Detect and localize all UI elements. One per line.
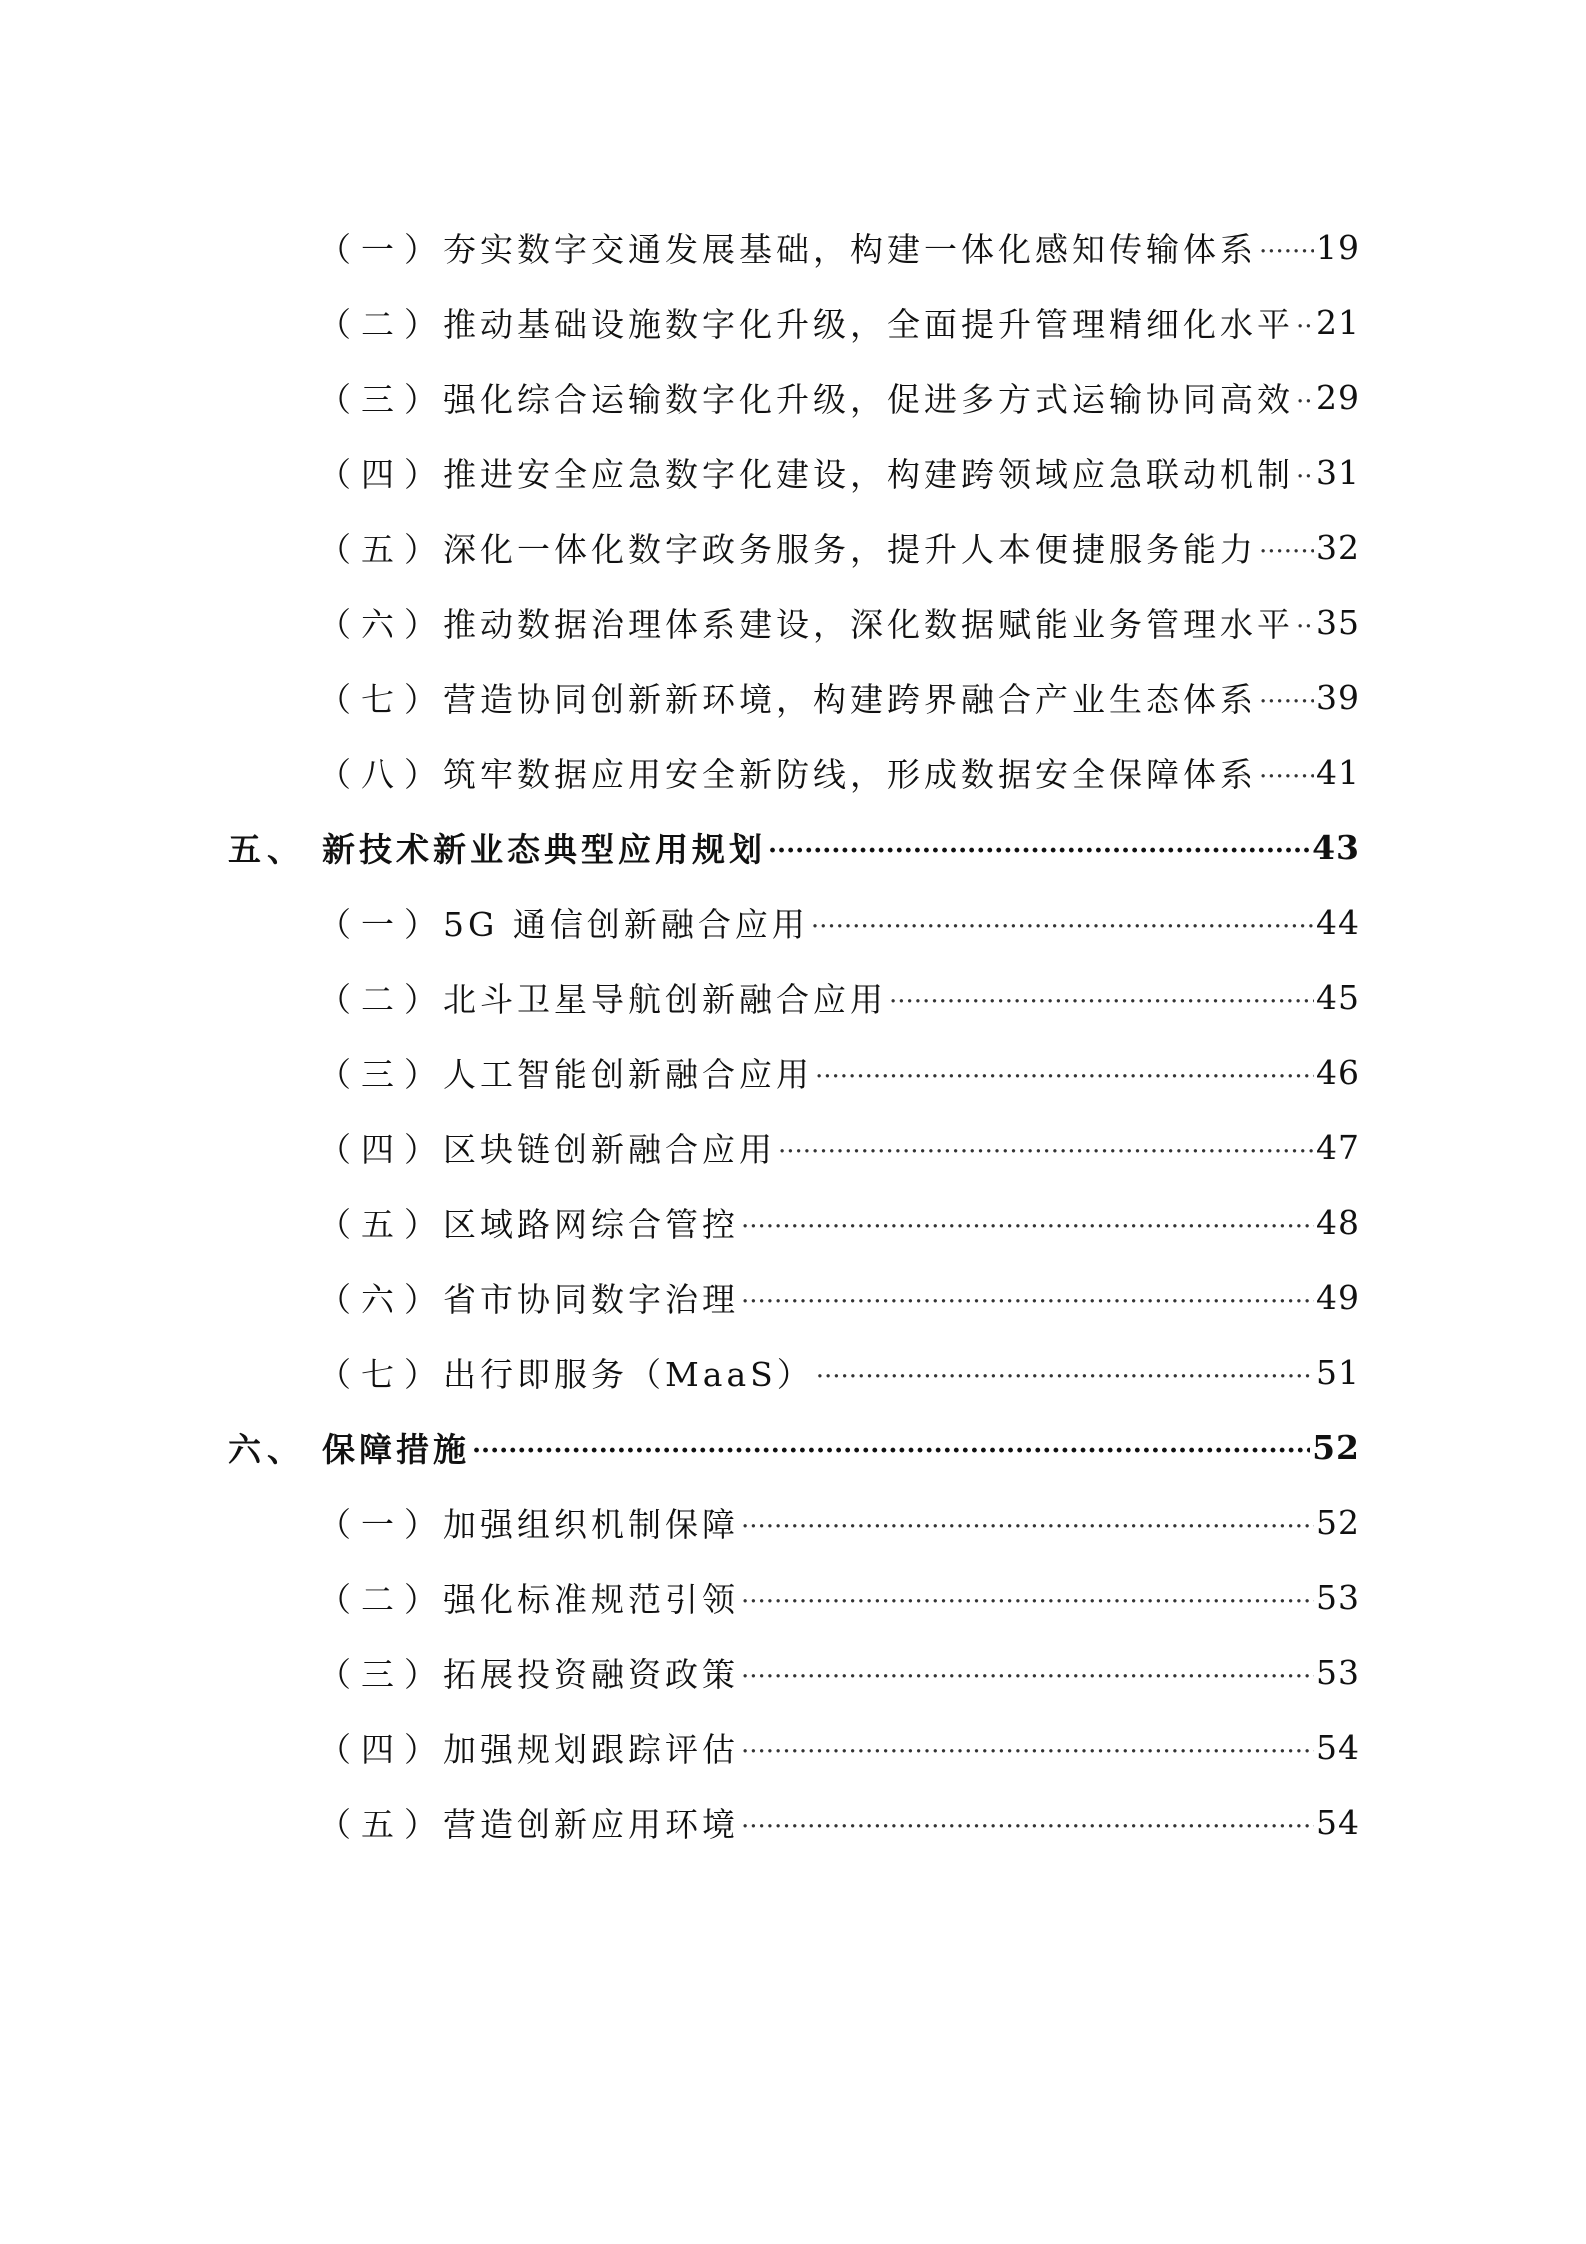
toc-entry[interactable]: [0, 1485, 1586, 1560]
toc-entry[interactable]: [0, 1635, 1586, 1710]
dot-leader: [1296, 456, 1314, 496]
toc-entry-title: 区块链创新融合应用: [443, 1130, 776, 1169]
toc-entry-page: 54: [1316, 1803, 1360, 1842]
toc-entry-page: 53: [1316, 1653, 1360, 1692]
toc-entry-page: 45: [1316, 978, 1360, 1017]
toc-entry-number: （三）: [318, 1655, 447, 1694]
toc-entry-page: 32: [1316, 528, 1360, 567]
toc-entry-number: （五）: [318, 1205, 447, 1244]
toc-entry-number: （二）: [318, 1580, 447, 1619]
dot-leader: [741, 1806, 1314, 1846]
toc-entry[interactable]: [0, 1260, 1586, 1335]
dot-leader: [741, 1581, 1314, 1621]
toc-entry-number: （三）: [318, 1055, 447, 1094]
toc-entry-title: 筑牢数据应用安全新防线，形成数据安全保障体系: [443, 755, 1257, 794]
toc-entry-title: 深化一体化数字政务服务，提升人本便捷服务能力: [443, 530, 1257, 569]
toc-entry-number: （六）: [318, 1280, 447, 1319]
dot-leader: [811, 906, 1314, 946]
toc-entry-title: 人工智能创新融合应用: [443, 1055, 813, 1094]
dot-leader: [815, 1056, 1314, 1096]
toc-entry-page: 54: [1316, 1728, 1360, 1767]
toc-entry[interactable]: [0, 210, 1586, 285]
toc-entry-title: 强化综合运输数字化升级，促进多方式运输协同高效: [443, 380, 1294, 419]
toc-entry-number: （二）: [318, 980, 447, 1019]
dot-leader: [472, 1431, 1310, 1471]
toc-entry-title: 省市协同数字治理: [443, 1280, 739, 1319]
dot-leader: [1259, 531, 1314, 571]
dot-leader: [741, 1281, 1314, 1321]
toc-entry-title: 强化标准规范引领: [443, 1580, 739, 1619]
toc-entry[interactable]: [0, 1110, 1586, 1185]
toc-entry[interactable]: [0, 1785, 1586, 1860]
table-of-contents: [0, 210, 1586, 1860]
toc-entry[interactable]: [0, 435, 1586, 510]
dot-leader: [816, 1356, 1314, 1396]
toc-entry-number: （三）: [318, 380, 447, 419]
toc-entry-number: （四）: [318, 1730, 447, 1769]
toc-entry[interactable]: [0, 1560, 1586, 1635]
dot-leader: [1259, 681, 1314, 721]
toc-entry[interactable]: [0, 1335, 1586, 1410]
toc-entry-number: （五）: [318, 530, 447, 569]
dot-leader: [768, 831, 1310, 871]
toc-entry[interactable]: [0, 735, 1586, 810]
toc-entry-page: 19: [1316, 228, 1360, 267]
toc-entry-number: （四）: [318, 455, 447, 494]
toc-entry[interactable]: [0, 1710, 1586, 1785]
dot-leader: [1259, 231, 1314, 271]
dot-leader: [889, 981, 1314, 1021]
toc-entry-page: 47: [1316, 1128, 1360, 1167]
toc-entry-page: 35: [1316, 603, 1360, 642]
toc-entry-page: 41: [1316, 753, 1360, 792]
toc-entry[interactable]: [0, 1035, 1586, 1110]
toc-entry-title: 加强组织机制保障: [443, 1505, 739, 1544]
toc-entry-title: 出行即服务（MaaS）: [443, 1355, 814, 1394]
toc-entry-page: 44: [1316, 903, 1360, 942]
toc-entry[interactable]: [0, 285, 1586, 360]
toc-entry-number: （四）: [318, 1130, 447, 1169]
toc-entry-page: 46: [1316, 1053, 1360, 1092]
toc-entry-page: 49: [1316, 1278, 1360, 1317]
toc-section-heading[interactable]: [0, 1410, 1586, 1485]
toc-entry-page: 21: [1316, 303, 1360, 342]
dot-leader: [1296, 381, 1314, 421]
toc-entry-title: 推进安全应急数字化建设，构建跨领域应急联动机制: [443, 455, 1294, 494]
dot-leader: [1259, 756, 1314, 796]
toc-entry-number: （五）: [318, 1805, 447, 1844]
toc-entry-page: 53: [1316, 1578, 1360, 1617]
toc-entry-title: 推动数据治理体系建设，深化数据赋能业务管理水平: [443, 605, 1294, 644]
toc-entry-title: 区域路网综合管控: [443, 1205, 739, 1244]
toc-entry-page: 39: [1316, 678, 1360, 717]
toc-entry-number: （七）: [318, 680, 447, 719]
dot-leader: [741, 1506, 1314, 1546]
toc-entry-number: （七）: [318, 1355, 447, 1394]
toc-entry-title: 推动基础设施数字化升级，全面提升管理精细化水平: [443, 305, 1294, 344]
dot-leader: [741, 1731, 1314, 1771]
toc-entry[interactable]: [0, 510, 1586, 585]
toc-entry[interactable]: [0, 660, 1586, 735]
toc-entry[interactable]: [0, 1185, 1586, 1260]
toc-entry[interactable]: [0, 360, 1586, 435]
toc-entry-number: （一）: [318, 1505, 447, 1544]
dot-leader: [1296, 606, 1314, 646]
toc-entry-page: 52: [1316, 1503, 1360, 1542]
toc-entry-title: 5G 通信创新融合应用: [443, 905, 809, 944]
dot-leader: [741, 1206, 1314, 1246]
toc-entry-page: 29: [1316, 378, 1360, 417]
toc-entry-page: 31: [1316, 453, 1360, 492]
dot-leader: [778, 1131, 1314, 1171]
toc-entry-title: 拓展投资融资政策: [443, 1655, 739, 1694]
toc-entry-number: （一）: [318, 230, 447, 269]
toc-entry[interactable]: [0, 960, 1586, 1035]
toc-section-title: 新技术新业态典型应用规划: [322, 830, 766, 869]
toc-section-title: 保障措施: [322, 1430, 470, 1469]
dot-leader: [1296, 306, 1314, 346]
toc-section-number: 五、: [228, 830, 306, 869]
dot-leader: [741, 1656, 1314, 1696]
toc-entry-page: 51: [1316, 1353, 1360, 1392]
toc-entry[interactable]: [0, 885, 1586, 960]
toc-entry-title: 夯实数字交通发展基础，构建一体化感知传输体系: [443, 230, 1257, 269]
toc-entry-page: 48: [1316, 1203, 1360, 1242]
toc-section-page: 52: [1312, 1428, 1360, 1467]
toc-entry-number: （六）: [318, 605, 447, 644]
toc-entry-title: 加强规划跟踪评估: [443, 1730, 739, 1769]
toc-entry-title: 营造协同创新新环境，构建跨界融合产业生态体系: [443, 680, 1257, 719]
toc-section-heading[interactable]: [0, 810, 1586, 885]
toc-section-page: 43: [1312, 828, 1360, 867]
toc-entry-number: （二）: [318, 305, 447, 344]
toc-entry-title: 北斗卫星导航创新融合应用: [443, 980, 887, 1019]
toc-entry[interactable]: [0, 585, 1586, 660]
toc-entry-number: （八）: [318, 755, 447, 794]
toc-entry-title: 营造创新应用环境: [443, 1805, 739, 1844]
toc-entry-number: （一）: [318, 905, 447, 944]
toc-section-number: 六、: [228, 1430, 306, 1469]
